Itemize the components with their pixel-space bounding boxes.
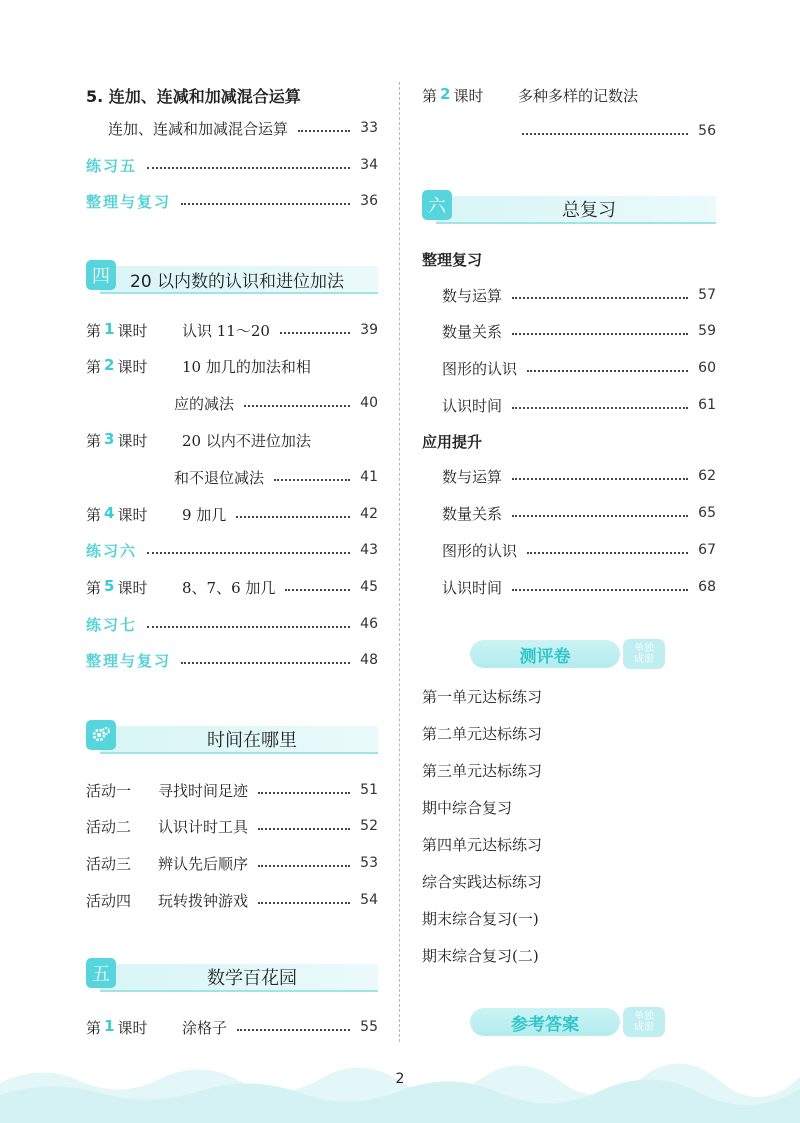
leader-dots bbox=[285, 589, 350, 591]
leader-dots bbox=[258, 902, 350, 904]
tests-banner[interactable]: 测评卷 bbox=[470, 640, 620, 668]
unit-title: 20 以内数的认识和进位加法 bbox=[130, 271, 345, 292]
leader-dots bbox=[258, 865, 350, 867]
separate-volume-stamp: 单独 成册 bbox=[622, 1006, 666, 1038]
unit-4-header[interactable] bbox=[86, 260, 378, 300]
test-item[interactable]: 第二单元达标练习 bbox=[422, 725, 543, 743]
page-number: 2 bbox=[395, 1071, 405, 1087]
lesson-row[interactable]: 第 4 课时 9 加几 42 bbox=[86, 503, 378, 524]
activity-row[interactable]: 活动一 寻找时间足迹 51 bbox=[86, 781, 378, 800]
leader-dots bbox=[147, 552, 350, 554]
answers-banner[interactable]: 参考答案 bbox=[470, 1008, 620, 1036]
activity-header[interactable] bbox=[86, 720, 378, 760]
practice-row[interactable]: 练习七 46 bbox=[86, 615, 378, 634]
toc-entry[interactable]: 连加、连减和加减混合运算 33 bbox=[108, 119, 378, 138]
toc-entry[interactable]: 图形的认识 67 bbox=[442, 541, 716, 560]
leader-dots bbox=[512, 297, 688, 299]
activity-row[interactable]: 活动三 辨认先后顺序 53 bbox=[86, 854, 378, 873]
toc-entry[interactable]: 数与运算 62 bbox=[442, 467, 716, 486]
lesson-row[interactable]: 第 2 课时 10 加几的加法和相 bbox=[86, 355, 311, 376]
toc-entry[interactable]: 认识时间 68 bbox=[442, 578, 716, 597]
leader-dots bbox=[258, 828, 350, 830]
unit-badge: 六 bbox=[422, 190, 452, 220]
test-item[interactable]: 第一单元达标练习 bbox=[422, 688, 543, 706]
wave-footer-decoration bbox=[0, 1053, 800, 1123]
test-item[interactable]: 期末综合复习(二) bbox=[422, 947, 539, 965]
leader-dots bbox=[512, 478, 688, 480]
leader-dots bbox=[244, 405, 350, 407]
toc-entry[interactable]: 数量关系 65 bbox=[442, 504, 716, 523]
unit-6-header[interactable] bbox=[422, 190, 716, 230]
section-5-heading[interactable]: 5. 连加、连减和加减混合运算 bbox=[86, 86, 301, 106]
test-item[interactable]: 期末综合复习(一) bbox=[422, 910, 539, 928]
lesson-row[interactable]: 第 3 课时 20 以内不进位加法 bbox=[86, 429, 311, 450]
test-item[interactable]: 第四单元达标练习 bbox=[422, 836, 543, 854]
activity-row[interactable]: 活动四 玩转拨钟游戏 54 bbox=[86, 891, 378, 910]
toc-entry[interactable]: 认识时间 61 bbox=[442, 396, 716, 415]
lesson-row[interactable]: 第 1 课时 涂格子 55 bbox=[86, 1016, 378, 1037]
test-item[interactable]: 期中综合复习 bbox=[422, 799, 513, 817]
practice-row[interactable]: 练习六 43 bbox=[86, 541, 378, 560]
unit-5b-header[interactable] bbox=[86, 958, 378, 998]
column-divider bbox=[399, 82, 400, 1042]
gear-icon bbox=[86, 720, 116, 750]
leader-dots bbox=[512, 333, 688, 335]
toc-entry[interactable]: 练习五 34 bbox=[86, 156, 378, 175]
leader-dots bbox=[181, 662, 350, 664]
toc-entry[interactable]: 图形的认识 60 bbox=[442, 359, 716, 378]
leader-dots bbox=[274, 479, 350, 481]
leader-dots bbox=[512, 589, 688, 591]
separate-volume-stamp: 单独 成册 bbox=[622, 638, 666, 670]
lesson-row[interactable]: 第 1 课时 认识 11～20 39 bbox=[86, 319, 378, 340]
activity-row[interactable]: 活动二 认识计时工具 52 bbox=[86, 817, 378, 836]
unit-title: 总复习 bbox=[562, 200, 616, 221]
leader-dots bbox=[181, 203, 350, 205]
lesson-row[interactable]: 第 2 课时 多种多样的记数法 bbox=[422, 84, 639, 105]
leader-dots bbox=[527, 370, 688, 372]
unit-badge: 五 bbox=[86, 958, 116, 988]
test-item[interactable]: 综合实践达标练习 bbox=[422, 873, 543, 891]
leader-dots bbox=[237, 1029, 350, 1031]
leader-dots bbox=[258, 792, 350, 794]
lesson-row[interactable]: 第 5 课时 8、7、6 加几 45 bbox=[86, 576, 378, 597]
lesson-row-cont[interactable]: 应的减法 40 bbox=[174, 394, 378, 413]
toc-entry[interactable]: 整理与复习 36 bbox=[86, 192, 378, 211]
apply-heading: 应用提升 bbox=[422, 433, 483, 451]
leader-dots bbox=[527, 552, 688, 554]
leader-dots bbox=[512, 407, 688, 409]
unit-badge: 四 bbox=[86, 260, 116, 290]
lesson-row-cont[interactable]: 56 bbox=[422, 118, 716, 144]
review-heading: 整理复习 bbox=[422, 251, 483, 269]
leader-dots bbox=[236, 516, 350, 518]
test-item[interactable]: 第三单元达标练习 bbox=[422, 762, 543, 780]
leader-dots bbox=[147, 167, 350, 169]
leader-dots bbox=[522, 133, 688, 135]
unit-title: 数学百花园 bbox=[207, 968, 297, 989]
activity-title: 时间在哪里 bbox=[207, 730, 297, 751]
leader-dots bbox=[280, 332, 350, 334]
leader-dots bbox=[298, 130, 350, 132]
leader-dots bbox=[512, 515, 688, 517]
toc-entry[interactable]: 数量关系 59 bbox=[442, 322, 716, 341]
practice-row[interactable]: 整理与复习 48 bbox=[86, 651, 378, 670]
lesson-row-cont[interactable]: 和不退位减法 41 bbox=[174, 468, 378, 487]
leader-dots bbox=[147, 626, 350, 628]
toc-entry[interactable]: 数与运算 57 bbox=[442, 286, 716, 305]
